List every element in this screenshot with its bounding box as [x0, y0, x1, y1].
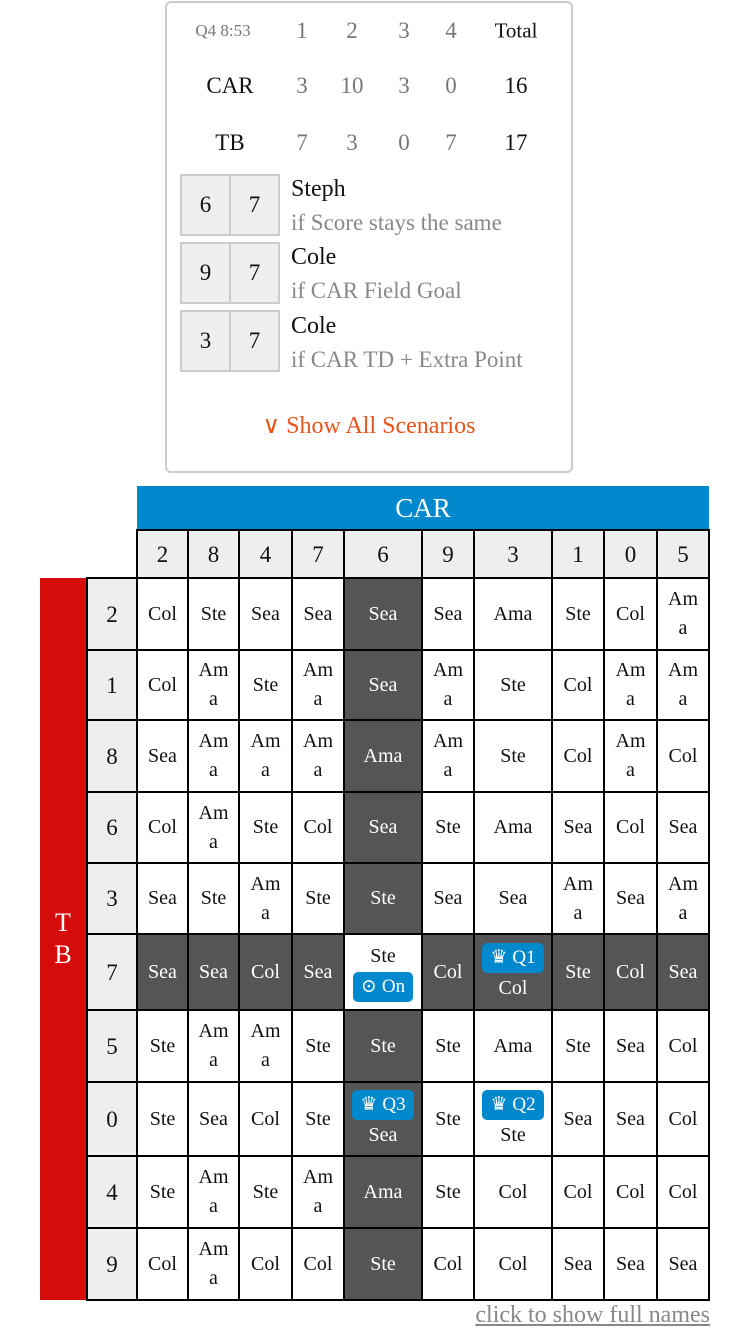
grid-square[interactable] — [421, 862, 475, 935]
grid-square[interactable] — [343, 1009, 423, 1083]
grid-square[interactable] — [291, 719, 345, 793]
grid-square[interactable] — [656, 1155, 710, 1229]
grid-square[interactable] — [238, 1081, 293, 1157]
grid-square[interactable] — [656, 719, 710, 793]
cell-text: Ste — [200, 887, 227, 909]
quarter-score: 3 — [296, 73, 308, 98]
cell-text: Ste — [305, 887, 331, 909]
cell-text: Ste — [500, 744, 526, 767]
row-team-header — [40, 578, 86, 1300]
cell-text: Col — [616, 960, 645, 983]
scenario-name: Steph — [291, 176, 346, 202]
row-digit: 9 — [86, 1227, 138, 1301]
grid-square[interactable] — [187, 1009, 240, 1083]
cell-text: Ste — [435, 1180, 461, 1203]
grid-square[interactable] — [421, 1009, 475, 1083]
cell-text: Ste — [565, 602, 591, 625]
cell-text: Col — [668, 1180, 698, 1203]
column-digit: 5 — [656, 529, 710, 579]
column-team-header: CAR — [137, 486, 709, 530]
cell-text: Col — [668, 744, 698, 767]
cell-text: Sea — [668, 1252, 698, 1275]
grid-square[interactable] — [421, 933, 475, 1011]
quarter-score: 0 — [445, 73, 457, 98]
cell-text: Ama — [493, 1034, 533, 1057]
cell-text: Sea — [148, 887, 177, 909]
column-digit: 7 — [291, 529, 345, 579]
quarter-score: 10 — [340, 73, 364, 98]
cell-text: Col — [433, 960, 463, 983]
digit: 7 — [231, 244, 278, 302]
cell-text: Col — [251, 960, 280, 983]
grid-square[interactable] — [656, 577, 710, 651]
quarter-header: 1 — [296, 18, 308, 43]
digit: 6 — [182, 176, 229, 234]
grid-square[interactable] — [656, 649, 710, 721]
grid-square[interactable] — [656, 933, 710, 1011]
cell-text: Sea — [148, 960, 177, 983]
badge-label: On — [381, 975, 406, 997]
grid-square[interactable] — [238, 862, 293, 935]
badge-label: Q2 — [512, 1093, 536, 1115]
cell-text: Col — [148, 602, 177, 625]
cell-text: Ste — [149, 1034, 176, 1057]
column-digit: 8 — [187, 529, 240, 579]
cell-text: Sea — [616, 1107, 645, 1130]
row-team-letter: B — [54, 940, 72, 969]
cell-text: Ste — [435, 816, 461, 838]
cell-text: Ama — [615, 730, 646, 781]
quarter-header: 2 — [346, 18, 358, 43]
cell-text: Sea — [433, 602, 463, 625]
grid-square[interactable] — [343, 933, 423, 1011]
cell-text: Ste — [305, 1107, 331, 1130]
scenario-condition: if Score stays the same — [291, 210, 502, 235]
grid-square[interactable] — [343, 1227, 423, 1301]
cell-text: Col — [563, 1180, 593, 1203]
grid-square[interactable] — [656, 862, 710, 935]
cell-text: Col — [668, 1034, 698, 1057]
grid-square[interactable] — [551, 862, 605, 935]
column-digit: 6 — [343, 529, 423, 579]
cell-text: Ste — [435, 1034, 461, 1057]
grid-square[interactable] — [238, 1009, 293, 1083]
score-card — [165, 1, 573, 473]
cell-text: Ste — [370, 944, 396, 967]
cell-text: Sea — [368, 1123, 398, 1146]
grid-square[interactable] — [473, 933, 553, 1011]
column-digit: 4 — [238, 529, 293, 579]
grid-square[interactable] — [656, 1227, 710, 1301]
grid-square[interactable] — [238, 791, 293, 864]
cell-text: Ama — [668, 659, 698, 710]
grid-square[interactable] — [421, 577, 475, 651]
scenario-name: Cole — [291, 244, 337, 270]
grid-square[interactable] — [603, 933, 658, 1011]
grid-square[interactable] — [343, 791, 423, 864]
grid-square[interactable] — [603, 1081, 658, 1157]
grid-square[interactable] — [473, 649, 553, 721]
quarter-score: 7 — [296, 130, 308, 155]
grid-square[interactable] — [551, 1009, 605, 1083]
grid-square[interactable] — [187, 791, 240, 864]
digit: 7 — [231, 312, 278, 370]
cell-text: Ste — [252, 673, 279, 696]
cell-text: Ste — [565, 960, 591, 983]
grid-square[interactable] — [238, 1155, 293, 1229]
cell-text: Ama — [198, 1238, 229, 1289]
row-team-letter: T — [55, 908, 71, 937]
cell-text: Ste — [149, 1107, 176, 1130]
cell-text: Sea — [199, 1107, 228, 1130]
grid-square[interactable] — [603, 1227, 658, 1301]
grid-square[interactable] — [603, 577, 658, 651]
grid-square[interactable] — [343, 719, 423, 793]
cell-text: Ama — [493, 816, 533, 838]
grid-square[interactable] — [421, 1081, 475, 1157]
cell-text: Ste — [252, 1180, 279, 1203]
grid-square[interactable] — [291, 1155, 345, 1229]
cell-text: Sea — [616, 1252, 645, 1275]
target-icon: ⊙ — [360, 975, 377, 997]
cell-text: Ama — [363, 1180, 403, 1203]
cell-text: Ama — [250, 872, 281, 924]
show-all-scenarios-button[interactable]: ∨ Show All Scenarios — [262, 413, 476, 439]
total-score: 17 — [504, 130, 528, 155]
grid-square[interactable] — [473, 1081, 553, 1157]
badge-label: Q3 — [382, 1093, 406, 1115]
grid-square[interactable] — [551, 719, 605, 793]
grid-square[interactable] — [187, 1155, 240, 1229]
grid-square[interactable] — [343, 1081, 423, 1157]
grid-square[interactable] — [187, 649, 240, 721]
grid-square[interactable] — [603, 649, 658, 721]
cell-text: Sea — [199, 960, 228, 983]
cell-text: Ama — [433, 730, 463, 781]
scenario-digits — [180, 174, 280, 236]
crown-icon: ♛ — [490, 1093, 508, 1115]
cell-text: Col — [251, 1107, 280, 1130]
cell-text: Ama — [363, 744, 403, 767]
grid-square[interactable] — [656, 1081, 710, 1157]
cell-text: Sea — [668, 816, 698, 838]
cell-text: Col — [148, 1252, 177, 1275]
grid-square[interactable] — [136, 1081, 189, 1157]
grid-square[interactable] — [238, 933, 293, 1011]
cell-text: Ste — [565, 1034, 591, 1057]
square-badge — [352, 1090, 413, 1120]
cell-text: Sea — [616, 1034, 645, 1057]
grid-square[interactable] — [343, 862, 423, 935]
cell-text: Ama — [198, 1020, 229, 1071]
cell-text: Col — [498, 976, 528, 999]
grid-square[interactable] — [136, 1227, 189, 1301]
cell-text: Ste — [435, 1107, 461, 1130]
cell-text: Col — [563, 673, 593, 696]
cell-text: Sea — [368, 816, 398, 838]
cell-text: Sea — [251, 602, 280, 625]
grid-square[interactable] — [603, 862, 658, 935]
cell-text: Ama — [250, 1020, 281, 1071]
grid-square[interactable] — [473, 1009, 553, 1083]
grid-square[interactable] — [136, 1155, 189, 1229]
show-full-names-link[interactable]: click to show full names — [475, 1302, 710, 1328]
column-digit: 2 — [136, 529, 189, 579]
cell-text: Sea — [563, 816, 593, 838]
row-digit: 6 — [86, 791, 138, 864]
cell-text: Ste — [149, 1180, 176, 1203]
grid-square[interactable] — [187, 1227, 240, 1301]
total-score: 16 — [504, 73, 528, 98]
grid-square[interactable] — [551, 1081, 605, 1157]
digit: 3 — [182, 312, 229, 370]
grid-square[interactable] — [473, 791, 553, 864]
cell-text: Sea — [148, 744, 177, 767]
cell-text: Sea — [303, 960, 333, 983]
square-badge — [353, 972, 413, 1002]
grid-square[interactable] — [421, 719, 475, 793]
row-digit: 8 — [86, 719, 138, 793]
grid-square[interactable] — [291, 1081, 345, 1157]
scenario-condition: if CAR TD + Extra Point — [291, 347, 523, 372]
cell-text: Sea — [563, 1107, 593, 1130]
quarter-score: 7 — [445, 130, 457, 155]
cell-text: Col — [303, 816, 333, 838]
grid-square[interactable] — [136, 791, 189, 864]
cell-text: Col — [616, 816, 645, 838]
grid-square[interactable] — [343, 649, 423, 721]
cell-text: Col — [433, 1252, 463, 1275]
cell-text: Col — [148, 673, 177, 696]
scenario-digits — [180, 310, 280, 372]
row-digit: 7 — [86, 933, 138, 1011]
row-digit: 5 — [86, 1009, 138, 1083]
cell-text: Col — [616, 602, 645, 625]
grid-square[interactable] — [603, 1155, 658, 1229]
cell-text: Sea — [498, 887, 528, 909]
crown-icon: ♛ — [360, 1093, 378, 1115]
row-digit: 2 — [86, 577, 138, 651]
column-digit: 3 — [473, 529, 553, 579]
total-header: Total — [494, 18, 538, 43]
cell-text: Ste — [252, 816, 279, 838]
cell-text: Ama — [198, 801, 229, 853]
cell-text: Ama — [303, 730, 333, 781]
column-digit: 9 — [421, 529, 475, 579]
cell-text: Ama — [198, 659, 229, 710]
game-clock: Q4 8:53 — [195, 21, 251, 40]
cell-text: Col — [303, 1252, 333, 1275]
grid-square[interactable] — [291, 862, 345, 935]
grid-square[interactable] — [291, 1227, 345, 1301]
cell-text: Ama — [433, 659, 463, 710]
grid-square[interactable] — [136, 649, 189, 721]
grid-square[interactable] — [136, 1009, 189, 1083]
column-digit: 0 — [603, 529, 658, 579]
cell-text: Ste — [370, 887, 396, 909]
quarter-header: 4 — [445, 18, 457, 43]
grid-square[interactable] — [473, 577, 553, 651]
grid-square[interactable] — [551, 1155, 605, 1229]
row-digit: 4 — [86, 1155, 138, 1229]
cell-text: Col — [148, 816, 177, 838]
grid-square[interactable] — [291, 1009, 345, 1083]
grid-square[interactable] — [136, 862, 189, 935]
grid-square[interactable] — [136, 577, 189, 651]
quarter-score: 3 — [346, 130, 358, 155]
grid-square[interactable] — [136, 719, 189, 793]
cell-text: Ama — [668, 588, 698, 639]
cell-text: Sea — [303, 602, 333, 625]
grid-square[interactable] — [551, 1227, 605, 1301]
badge-label: Q1 — [512, 946, 536, 968]
cell-text: Ste — [370, 1034, 396, 1057]
team-name: CAR — [206, 73, 254, 98]
row-digit: 0 — [86, 1081, 138, 1157]
grid-square[interactable] — [473, 862, 553, 935]
cell-text: Ste — [370, 1252, 396, 1275]
grid-square[interactable] — [603, 1009, 658, 1083]
grid-square[interactable] — [473, 719, 553, 793]
cell-text: Ste — [200, 602, 227, 625]
cell-text: Sea — [368, 602, 398, 625]
scenario-digits — [180, 242, 280, 304]
grid-square[interactable] — [187, 577, 240, 651]
quarter-header: 3 — [398, 18, 410, 43]
row-digit: 1 — [86, 649, 138, 721]
quarter-score: 0 — [398, 130, 410, 155]
cell-text: Col — [563, 744, 593, 767]
grid-square[interactable] — [187, 933, 240, 1011]
cell-text: Ama — [615, 659, 646, 710]
grid-square[interactable] — [136, 933, 189, 1011]
cell-text: Sea — [368, 673, 398, 696]
scenario-name: Cole — [291, 313, 337, 339]
grid-square[interactable] — [656, 1009, 710, 1083]
team-name: TB — [215, 130, 245, 155]
grid-square[interactable] — [291, 933, 345, 1011]
cell-text: Ste — [305, 1034, 331, 1057]
grid-square[interactable] — [656, 791, 710, 864]
grid-square[interactable] — [187, 1081, 240, 1157]
cell-text: Sea — [616, 887, 645, 909]
grid-square[interactable] — [421, 1227, 475, 1301]
scenario-condition: if CAR Field Goal — [291, 278, 462, 303]
grid-square[interactable] — [603, 791, 658, 864]
cell-text: Ste — [500, 1123, 526, 1146]
grid-square[interactable] — [603, 719, 658, 793]
cell-text: Ama — [250, 730, 281, 781]
grid-square[interactable] — [238, 719, 293, 793]
cell-text: Col — [616, 1180, 645, 1203]
square-badge — [482, 943, 543, 973]
grid-square[interactable] — [238, 577, 293, 651]
cell-text: Ama — [668, 872, 698, 924]
grid-square[interactable] — [551, 791, 605, 864]
cell-text: Col — [498, 1180, 528, 1203]
grid-square[interactable] — [343, 577, 423, 651]
grid-square[interactable] — [187, 719, 240, 793]
quarter-score: 3 — [398, 73, 410, 98]
cell-text: Sea — [433, 887, 463, 909]
cell-text: Ama — [493, 602, 533, 625]
grid-square[interactable] — [238, 649, 293, 721]
grid-square[interactable] — [551, 649, 605, 721]
cell-text: Ama — [563, 872, 593, 924]
grid-square[interactable] — [343, 1155, 423, 1229]
cell-text: Sea — [668, 960, 698, 983]
row-digit: 3 — [86, 862, 138, 935]
grid-square[interactable] — [421, 649, 475, 721]
grid-square[interactable] — [291, 577, 345, 651]
grid-square[interactable] — [291, 649, 345, 721]
grid-square[interactable] — [551, 577, 605, 651]
cell-text: Ama — [303, 659, 333, 710]
cell-text: Col — [498, 1252, 528, 1275]
grid-square[interactable] — [551, 933, 605, 1011]
grid-square[interactable] — [291, 791, 345, 864]
cell-text: Ama — [303, 1166, 333, 1217]
cell-text: Col — [251, 1252, 280, 1275]
digit: 7 — [231, 176, 278, 234]
cell-text: Col — [668, 1107, 698, 1130]
cell-text: Ste — [500, 673, 526, 696]
grid-square[interactable] — [187, 862, 240, 935]
grid-square[interactable] — [473, 1227, 553, 1301]
grid-square[interactable] — [421, 1155, 475, 1229]
crown-icon: ♛ — [490, 946, 508, 968]
digit: 9 — [182, 244, 229, 302]
cell-text: Ama — [198, 730, 229, 781]
square-badge — [482, 1090, 543, 1120]
grid-square[interactable] — [238, 1227, 293, 1301]
grid-square[interactable] — [473, 1155, 553, 1229]
column-digit: 1 — [551, 529, 605, 579]
cell-text: Ama — [198, 1166, 229, 1217]
cell-text: Sea — [563, 1252, 593, 1275]
grid-square[interactable] — [421, 791, 475, 864]
